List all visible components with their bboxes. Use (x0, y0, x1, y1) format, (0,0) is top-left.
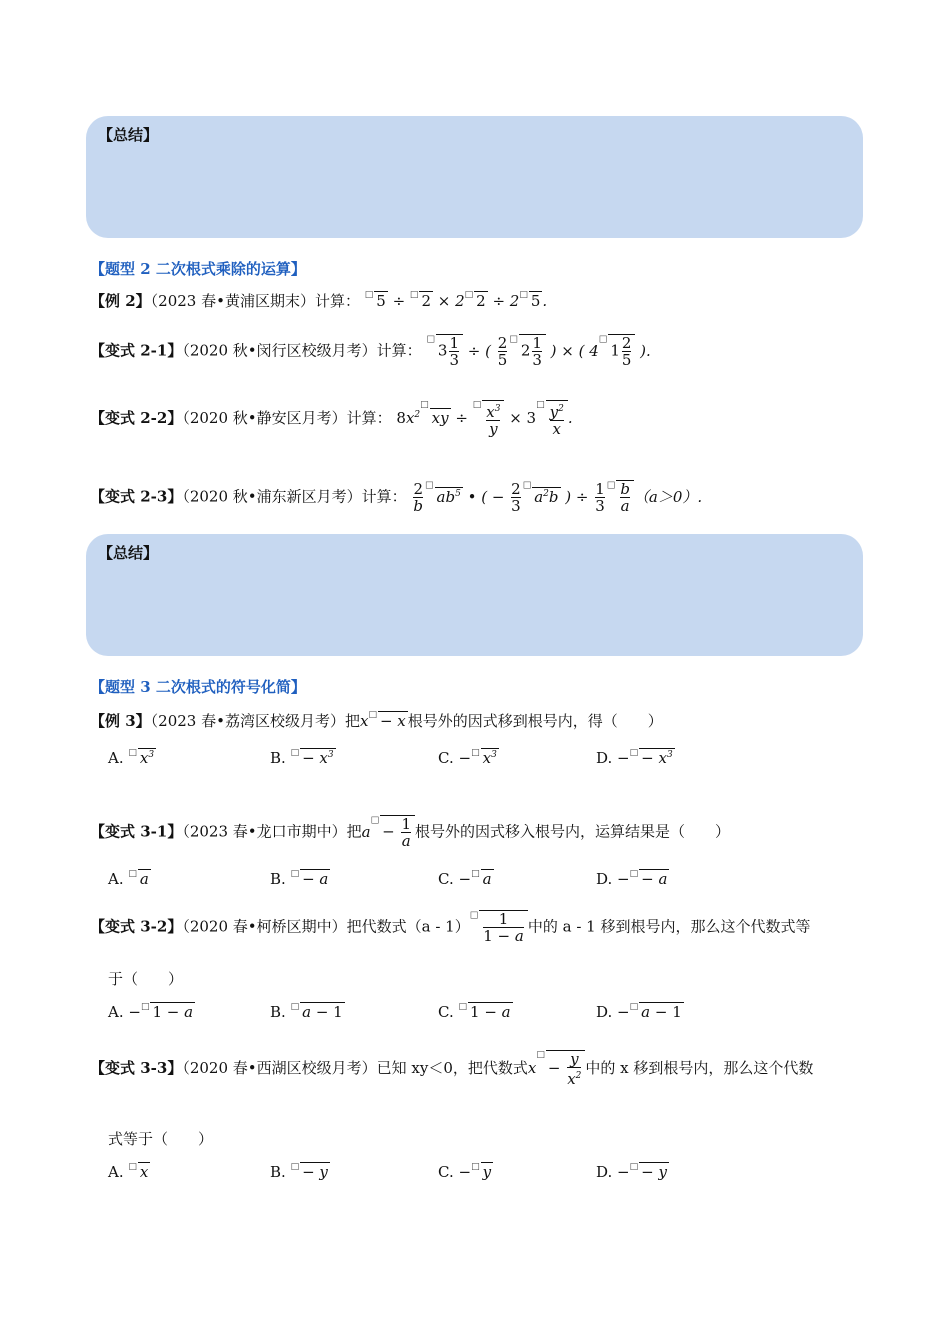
option-c[interactable]: C. −□ y (438, 1162, 492, 1181)
variant-text: （2020 春•西湖区校级月考）已知 xy＜0，把代数式 (182, 1059, 528, 1077)
option-d[interactable]: D. −□ − a (596, 869, 668, 888)
variant-label: 【变式 3-3】 (90, 1059, 183, 1077)
option-a[interactable]: A. −□ 1 − a (108, 1002, 194, 1021)
variant-label: 【变式 2-2】 (90, 409, 183, 427)
option-c[interactable]: C. −□ $x^3$ (438, 748, 497, 767)
summary-title: 【总结】 (98, 544, 159, 562)
variant-label: 【变式 2-1】 (90, 341, 183, 360)
example-text: （2023 春•荔湾区校级月考）把 (150, 712, 360, 730)
variant-text: （2020 春•柯桥区期中）把代数式（a - 1） (182, 917, 470, 936)
option-c[interactable]: C. □ 1 − a (438, 1002, 511, 1021)
summary-title: 【总结】 (98, 126, 159, 144)
option-b[interactable]: B. □ − a (270, 869, 329, 888)
summary-box-1 (86, 116, 863, 238)
variant-text-end: 根号外的因式移入根号内，运算结果是（ ） (414, 822, 730, 841)
variant-3-1: 【变式 3-1】（2023 春•龙口市期中）把a□− $\frac{1}{a}$ 根号外的因式移入根号内，运算结果是（ ） (90, 815, 730, 850)
math-expression: □ 5 ÷ □ 2 × 2□ 2 ÷ 2□ 5 . (364, 290, 548, 310)
section-heading-type2: 【题型 2 二次根式乘除的运算】 (90, 260, 306, 278)
option-a[interactable]: A. □ a (108, 869, 149, 888)
variant-text: （2020 秋•静安区月考）计算： (182, 409, 392, 427)
math-expression: $8x^{2□}xy \div ^□$ $\frac{x^3}{y}$ × 3□ $\frac{y^2}{x}$ . (396, 400, 573, 438)
option-a[interactable]: A. □ $x^3$ (108, 748, 155, 767)
summary-box-2 (86, 534, 863, 656)
example-label: 【例 3】 (90, 712, 151, 730)
option-a[interactable]: A. □ x (108, 1162, 149, 1181)
example-text-end: 根号外的因式移到根号内，得（ ） (407, 712, 663, 730)
example-2 (90, 290, 547, 311)
variant-label: 【变式 3-1】 (90, 822, 183, 841)
option-b[interactable]: B. $^□ - x^3$ (270, 748, 334, 767)
variant-3-3: 【变式 3-3】（2020 春•西湖区校级月考）已知 xy＜0，把代数式x□− $\frac{y}{x^2}$ 中的 x 移到根号内，那么这个代数 (90, 1050, 814, 1088)
variant-text: （2023 春•龙口市期中）把 (182, 822, 362, 841)
variant-label: 【变式 2-3】 (90, 487, 183, 506)
variant-3-2-continuation: 于（ ） (108, 970, 184, 988)
variant-text-end: 中的 x 移到根号内，那么这个代数 (585, 1059, 814, 1077)
variant-3-3-continuation: 式等于（ ） (108, 1130, 214, 1148)
variant-2-2 (90, 400, 573, 437)
variant-text-end: 中的 a - 1 移到根号内，那么这个代数式等 (527, 917, 811, 936)
option-d[interactable]: D. −□ − y (596, 1162, 667, 1181)
variant-3-2: 【变式 3-2】（2020 春•柯桥区期中）把代数式（a - 1）□ $\frac{1}{1 - a}$ 中的 a - 1 移到根号内，那么这个代数式等 (90, 910, 811, 945)
section-heading-type3: 【题型 3 二次根式的符号化简】 (90, 678, 306, 696)
variant-2-1 (90, 334, 651, 368)
example-3: 【例 3】（2023 春•荔湾区校级月考）把x□ − x 根号外的因式移到根号内，得（ ） (90, 710, 663, 730)
example-label: 【例 2】 (90, 292, 151, 310)
variant-text: （2020 秋•闵行区校级月考）计算： (182, 341, 422, 360)
math-expression: □3 $\frac{1}{3}$ ÷ ( $\frac{2}{5}$ □2 $\frac{1}{3}$ ) × ( 4□1 $\frac{2}{5}$ ). (426, 334, 651, 369)
option-c[interactable]: C. −□ a (438, 869, 492, 888)
option-b[interactable]: B. □ a − 1 (270, 1002, 343, 1021)
variant-text: （2020 秋•浦东新区月考）计算： (182, 487, 407, 506)
option-d[interactable]: D. $-^□ - x^3$ (596, 748, 673, 767)
variant-2-3 (90, 480, 702, 514)
variant-label: 【变式 3-2】 (90, 917, 183, 936)
option-b[interactable]: B. □ − y (270, 1162, 328, 1181)
example-text: （2023 春•黄浦区期末）计算： (150, 292, 360, 310)
option-d[interactable]: D. −□ a − 1 (596, 1002, 682, 1021)
math-expression: $\frac{2}{b}$ $^□ab^5$ • ( − $\frac{2}{3}$ $^□a^2b$ ) ÷ $\frac{1}{3}$ □ $\frac{b}{a}$ （a＞0）. (413, 480, 703, 515)
